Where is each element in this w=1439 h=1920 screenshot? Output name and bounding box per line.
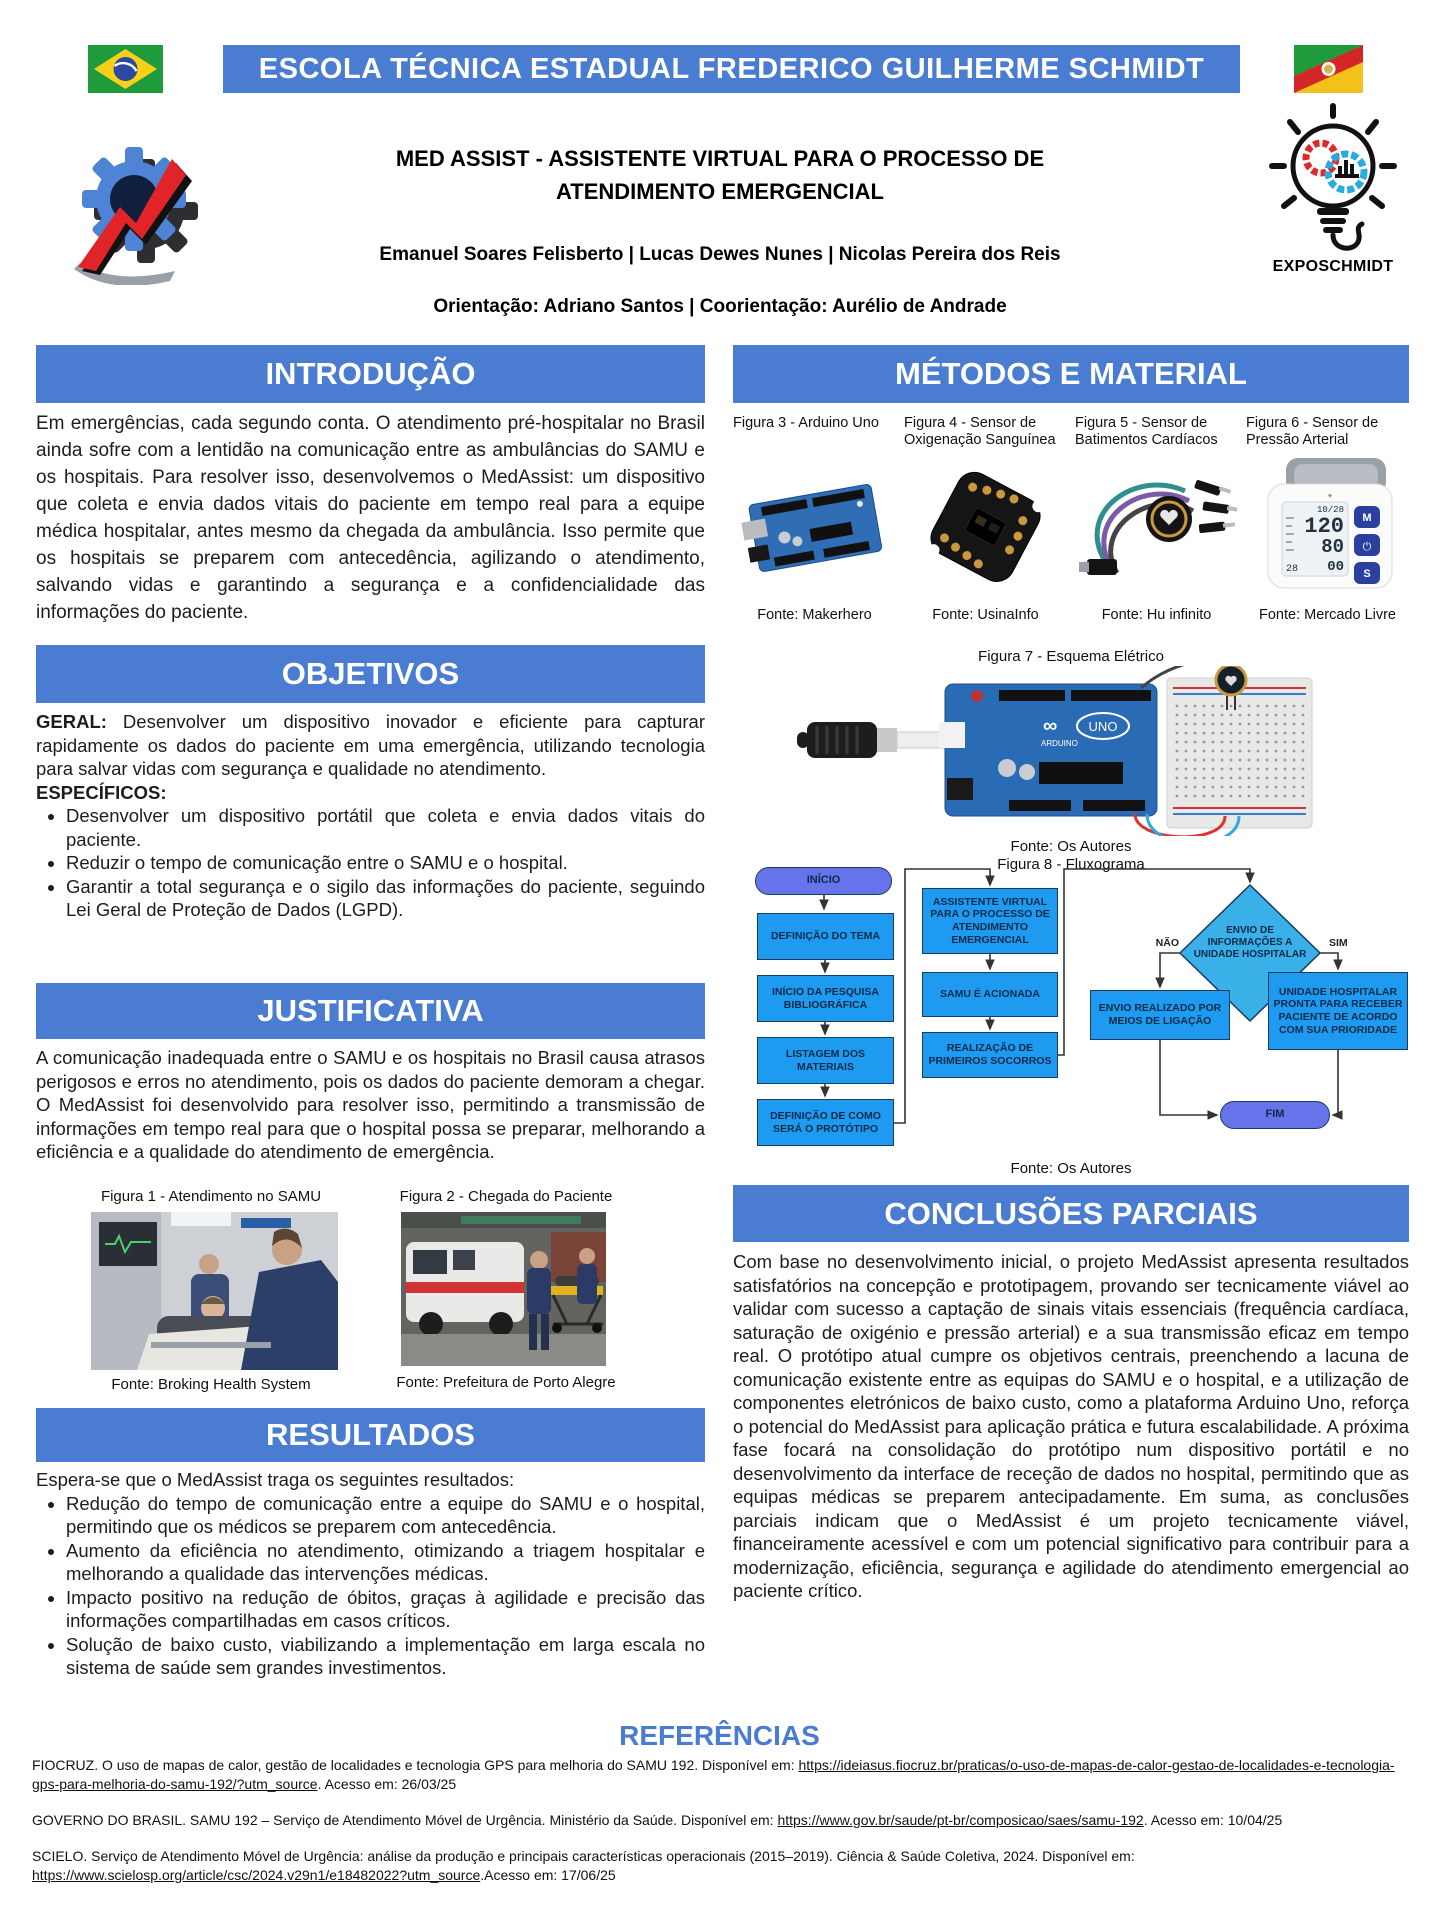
materials-figures (733, 415, 1409, 623)
flow-mid-socorros: REALIZAÇÃO DE PRIMEIROS SOCORROS (922, 1032, 1058, 1078)
section-header-metodos: MÉTODOS E MATERIAL (733, 345, 1409, 403)
figure2-fonte: Fonte: Prefeitura de Porto Alegre (396, 1374, 616, 1391)
justificativa-text: A comunicação inadequada entre o SAMU e os hospitais no Brasil causa atrasos perigosos e erros no atendimento, pois os dados do paciente demoram a chegar. O MedAssist foi desenvolvido para resolver isso, permitindo a transmissão de informações em tempo real para que o hospital possa se preparar, melhorando a eficiência e a qualidade do atendimento de emergência. (36, 1047, 705, 1162)
bp-dia: 80 (1320, 535, 1344, 558)
flow-start: INÍCIO (755, 867, 892, 895)
resultados-bullets (36, 1492, 705, 1680)
figure2-photo-ambulance-arrival (401, 1212, 606, 1366)
bp-pul: 00 (1326, 558, 1344, 575)
figure8-caption: Figura 8 - Fluxograma (997, 856, 1145, 873)
arduino-brand-label: ARDUINO (1041, 739, 1078, 748)
flow-step-definicao-tema: DEFINIÇÃO DO TEMA (757, 913, 894, 960)
objetivo-item: • Garantir a total segurança e o sigilo das informações do paciente, seguindo Lei Geral de Proteção de Dados (LGPD). (66, 875, 705, 922)
flow-step-listagem: LISTAGEM DOS MATERIAIS (757, 1037, 894, 1084)
bp-btn-s: S (1362, 567, 1371, 580)
figure3-caption: Figura 3 - Arduino Uno (733, 415, 879, 431)
authors-line: Emanuel Soares Felisberto | Lucas Dewes Nunes | Nicolas Pereira dos Reis (379, 244, 1061, 265)
material-heartbeat-sensor (1075, 415, 1238, 623)
material-blood-pressure-monitor (1246, 415, 1409, 623)
conclusoes-text: Com base no desenvolvimento inicial, o projeto MedAssist apresenta resultados satisfatórios na concepção e prototipagem, provando ser tecnicamente viável ao validar com sucesso a captação de sinais vitais essenciais (frequência cardíaca, saturação de oxigénio e pressão arterial) e a sua transmissão eficaz em tempo real. O protótipo atual cumpre os objetivos centrais, preenchendo a lacuna de comunicação existente entre as equipas do SAMU e o hospital, e a utilização de componentes eletrónicos de baixo custo, como a plataforma Arduino Uno, reforça o potencial do MedAssist para aplicação prática e futura escalabilidade. A próxima fase focará na consolidação do protótipo num dispositivo portátil e no desenvolvimento da interface de receção de dados no hospital, permitindo que as equipas médicas se preparem antecipadamente. Em suma, as conclusões parciais indicam que o MedAssist é um projeto tecnicamente viável, financeiramente acessível e com um potencial significativo para contribuir para a modernização, eficiência, segurança e agilidade do atendimento emergencial ao paciente crítico. (733, 1251, 1409, 1601)
figure7-caption: Figura 7 - Esquema Elétrico (978, 648, 1164, 665)
references-list (32, 1756, 1414, 1902)
bp-date: 10/28 (1316, 504, 1344, 515)
svg-text:♥: ♥ (1327, 492, 1332, 500)
justificativa-figures (36, 1188, 705, 1398)
reference-link[interactable]: https://www.scielosp.org/article/csc/2024.v29n1/e18482022?utm_source (32, 1867, 481, 1883)
lightbulb-gears-icon (1258, 100, 1408, 258)
resultado-item: • Impacto positivo na redução de óbitos, graças à agilidade e precisão das informações compartilhadas em casos críticos. (66, 1586, 705, 1633)
reference-item: SCIELO. Serviço de Atendimento Móvel de Urgência: análise da produção e principais características operacionais (2015–2019). Ciência & Saúde Coletiva, 2024. Disponível em: https://www.scielosp.org/article/csc/2024.v29n1/e18482022?utm_source.Acesso em: 17/06/25 (32, 1848, 1135, 1883)
flow-end: FIM (1220, 1101, 1330, 1129)
figure1-photo-ambulance-interior (91, 1212, 338, 1370)
resultado-item: • Aumento da eficiência no atendimento, otimizando a triagem hospitalar e melhorando a qualidade das intervenções médicas. (66, 1539, 705, 1586)
svg-text:⏻: ⏻ (1362, 540, 1371, 553)
flow-mid-assistente: ASSISTENTE VIRTUAL PARA O PROCESSO DE ATENDIMENTO EMERGENCIAL (922, 888, 1058, 954)
flow-branch-sim: SIM (1329, 937, 1348, 949)
figure1-caption: Figura 1 - Atendimento no SAMU (100, 1188, 322, 1205)
figure4-caption: Figura 4 - Sensor de Oxigenação Sanguínea (904, 415, 1056, 448)
flow-branch-nao: NÃO (1155, 937, 1179, 949)
material-arduino (733, 415, 896, 623)
exposchmidt-label: EXPOSCHMIDT (1272, 258, 1394, 275)
figure7-schematic (795, 666, 1315, 836)
resultado-item: • Redução do tempo de comunicação entre a equipe do SAMU e o hospital, permitindo que os médicos se preparem com antecedência. (66, 1492, 705, 1539)
exposchmidt-logo (1258, 100, 1408, 282)
poster-title-line2: ATENDIMENTO EMERGENCIAL (556, 179, 884, 204)
objetivos-text (36, 710, 705, 922)
objetivos-bullets (36, 804, 705, 922)
resultados-lead: Espera-se que o MedAssist traga os seguintes resultados: (36, 1469, 515, 1490)
figure1-fonte: Fonte: Broking Health System (111, 1376, 311, 1393)
objetivo-geral: GERAL: Desenvolver um dispositivo inovador e eficiente para capturar rapidamente os dados do paciente em uma emergência, utilizando tecnologia para salvar vidas com segurança e qualidade no atendimento. (36, 711, 705, 779)
figure6-photo-bp-monitor (1248, 451, 1408, 601)
bp-rate: 28 (1285, 563, 1298, 575)
flow-step-pesquisa: INÍCIO DA PESQUISA BIBLIOGRÁFICA (757, 975, 894, 1022)
figure4-fonte: Fonte: UsinaInfo (932, 607, 1039, 623)
geral-label: GERAL: (36, 711, 107, 732)
figure3-fonte: Fonte: Makerhero (757, 607, 872, 623)
flow-step-prototipo: DEFINIÇÃO DE COMO SERÁ O PROTÓTIPO (757, 1099, 894, 1146)
figure3-photo-arduino (735, 451, 895, 601)
figure5-fonte: Fonte: Hu infinito (1101, 607, 1212, 623)
objetivo-item: • Desenvolver um dispositivo portátil que coleta e envia dados vitais do paciente. (66, 804, 705, 851)
section-header-justificativa: JUSTIFICATIVA (36, 983, 705, 1039)
resultados-text (36, 1468, 705, 1680)
section-header-resultados: RESULTADOS (36, 1408, 705, 1462)
advisors-line: Orientação: Adriano Santos | Coorientação: Aurélio de Andrade (433, 296, 1007, 317)
introducao-text: Em emergências, cada segundo conta. O atendimento pré-hospitalar no Brasil ainda sofre com a lentidão na comunicação entre as ambulâncias do SAMU e os hospitais. Para resolver isso, desenvolvemos o MedAssist: um dispositivo que coleta e envia dados vitais do paciente em tempo real para a equipe médica hospitalar, antes mesmo da chegada da ambulância. Isso permite que os hospitais se preparem com antecedência, agilizando o atendimento, salvando vidas e garantindo a segurança e a confidencialidade das informações do paciente. (36, 413, 705, 623)
figure5-caption: Figura 5 - Sensor de Batimentos Cardíacos (1075, 415, 1218, 448)
poster-title-line1: MED ASSIST - ASSISTENTE VIRTUAL PARA O PROCESSO DE (395, 146, 1045, 171)
poster-title (280, 142, 1160, 208)
flow-nao-box: ENVIO REALIZADO POR MEIOS DE LIGAÇÃO (1090, 990, 1230, 1040)
bp-btn-m: M (1361, 511, 1372, 524)
arduino-model-label: UNO (1088, 719, 1118, 734)
section-header-referencias: REFERÊNCIAS (619, 1720, 820, 1751)
reference-item: FIOCRUZ. O uso de mapas de calor, gestão de localidades e tecnologia GPS para melhoria do SAMU 192. Disponível em: https://ideiasus.fiocruz.br/praticas/o-uso-de-mapas-de-calor-gestao-de-localidades-e-tecnologia-gps-para-melhoria-do-samu-192/?utm_source. Acesso em: 26/03/25 (32, 1757, 1395, 1792)
resultado-item: • Solução de baixo custo, viabilizando a implementação em larga escala no sistema de saúde sem grandes investimentos. (66, 1633, 705, 1680)
school-gear-logo (60, 145, 235, 285)
flow-mid-samu: SAMU É ACIONADA (922, 972, 1058, 1017)
figure2-caption: Figura 2 - Chegada do Paciente (399, 1188, 613, 1205)
figure6-caption: Figura 6 - Sensor de Pressão Arterial (1246, 415, 1379, 448)
bp-sys: 120 (1303, 513, 1344, 539)
svg-text:∞: ∞ (1043, 715, 1058, 737)
especificos-label: ESPECÍFICOS: (36, 781, 167, 803)
reference-link[interactable]: https://www.gov.br/saude/pt-br/composicao/saes/samu-192 (777, 1812, 1144, 1828)
figure7-fonte: Fonte: Os Autores (1010, 838, 1132, 855)
brazil-flag-icon (88, 45, 163, 93)
reference-item: GOVERNO DO BRASIL. SAMU 192 – Serviço de Atendimento Móvel de Urgência. Ministério da Saúde. Disponível em: https://www.gov.br/saude/pt-br/composicao/saes/samu-192. Acesso em: 10/04/25 (32, 1812, 1283, 1828)
flow-sim-box: UNIDADE HOSPITALAR PRONTA PARA RECEBER PACIENTE DE ACORDO COM SUA PRIORIDADE (1268, 972, 1408, 1050)
flow-decision-label: ENVIO DE INFORMAÇÕES A UNIDADE HOSPITALAR (1193, 925, 1307, 960)
figure6-fonte: Fonte: Mercado Livre (1258, 607, 1396, 623)
figure4-photo-oximeter (911, 451, 1061, 601)
rio-grande-do-sul-flag-icon (1294, 45, 1363, 93)
section-header-objetivos: OBJETIVOS (36, 645, 705, 703)
flowchart-figure8 (733, 865, 1410, 1160)
figure8-fonte: Fonte: Os Autores (1010, 1160, 1132, 1177)
figure5-photo-pulse-sensor (1077, 451, 1237, 601)
objetivo-item: • Reduzir o tempo de comunicação entre o SAMU e o hospital. (66, 851, 705, 875)
section-header-conclusoes: CONCLUSÕES PARCIAIS (733, 1185, 1409, 1242)
reference-link[interactable]: https://ideiasus.fiocruz.br/praticas/o-uso-de-mapas-de-calor-gestao-de-localidades-e-tecnologia-gps-para-melhoria-do-samu-192/?utm_source (32, 1757, 1395, 1792)
school-banner: ESCOLA TÉCNICA ESTADUAL FREDERICO GUILHERME SCHMIDT (223, 45, 1240, 93)
material-oximeter-sensor (904, 415, 1067, 623)
section-header-introducao: INTRODUÇÃO (36, 345, 705, 403)
